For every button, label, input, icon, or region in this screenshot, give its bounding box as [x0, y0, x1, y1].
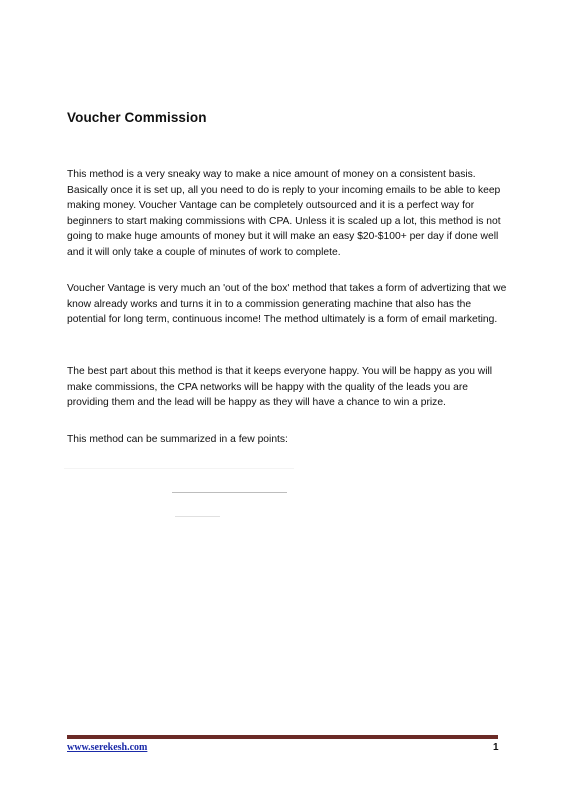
footer-website-link[interactable]: www.serekesh.com: [67, 742, 148, 753]
faded-text-artifact: [175, 516, 220, 517]
paragraph-intro: This method is a very sneaky way to make a nice amount of money on a consistent basis. Basically once it is set up, all you need to do is reply to your incoming emails to be able to keep making money. Voucher Vantage can be completely outsourced and it is a perfect way for beginners to start making commissions with CPA. Unless it is scaled up a lot, this method is not going to make huge amounts of money but it will make an easy $20-$100+ per day if done well and it will only take a couple of minutes of work to complete.: [67, 169, 501, 258]
faded-text-artifact: [64, 468, 294, 469]
paragraph-summary-intro: This method can be summarized in a few points:: [67, 434, 288, 445]
footer-divider: [67, 735, 498, 739]
paragraph-benefits: The best part about this method is that it keeps everyone happy. You will be happy as you will make commissions, the CPA networks will be happy with the quality of the leads you are providing them and the lead will be happy as they will have a chance to win a prize.: [67, 366, 493, 409]
paragraph-method-overview: Voucher Vantage is very much an 'out of the box' method that takes a form of advertizing that we know already works and turns it in to a commission generating machine that also has the potential for long term, continuous income! The method ultimately is a form of email marketing.: [67, 283, 507, 326]
page-number: 1: [493, 742, 499, 753]
document-title: Voucher Commission: [67, 110, 207, 125]
faded-text-artifact: [172, 492, 287, 493]
